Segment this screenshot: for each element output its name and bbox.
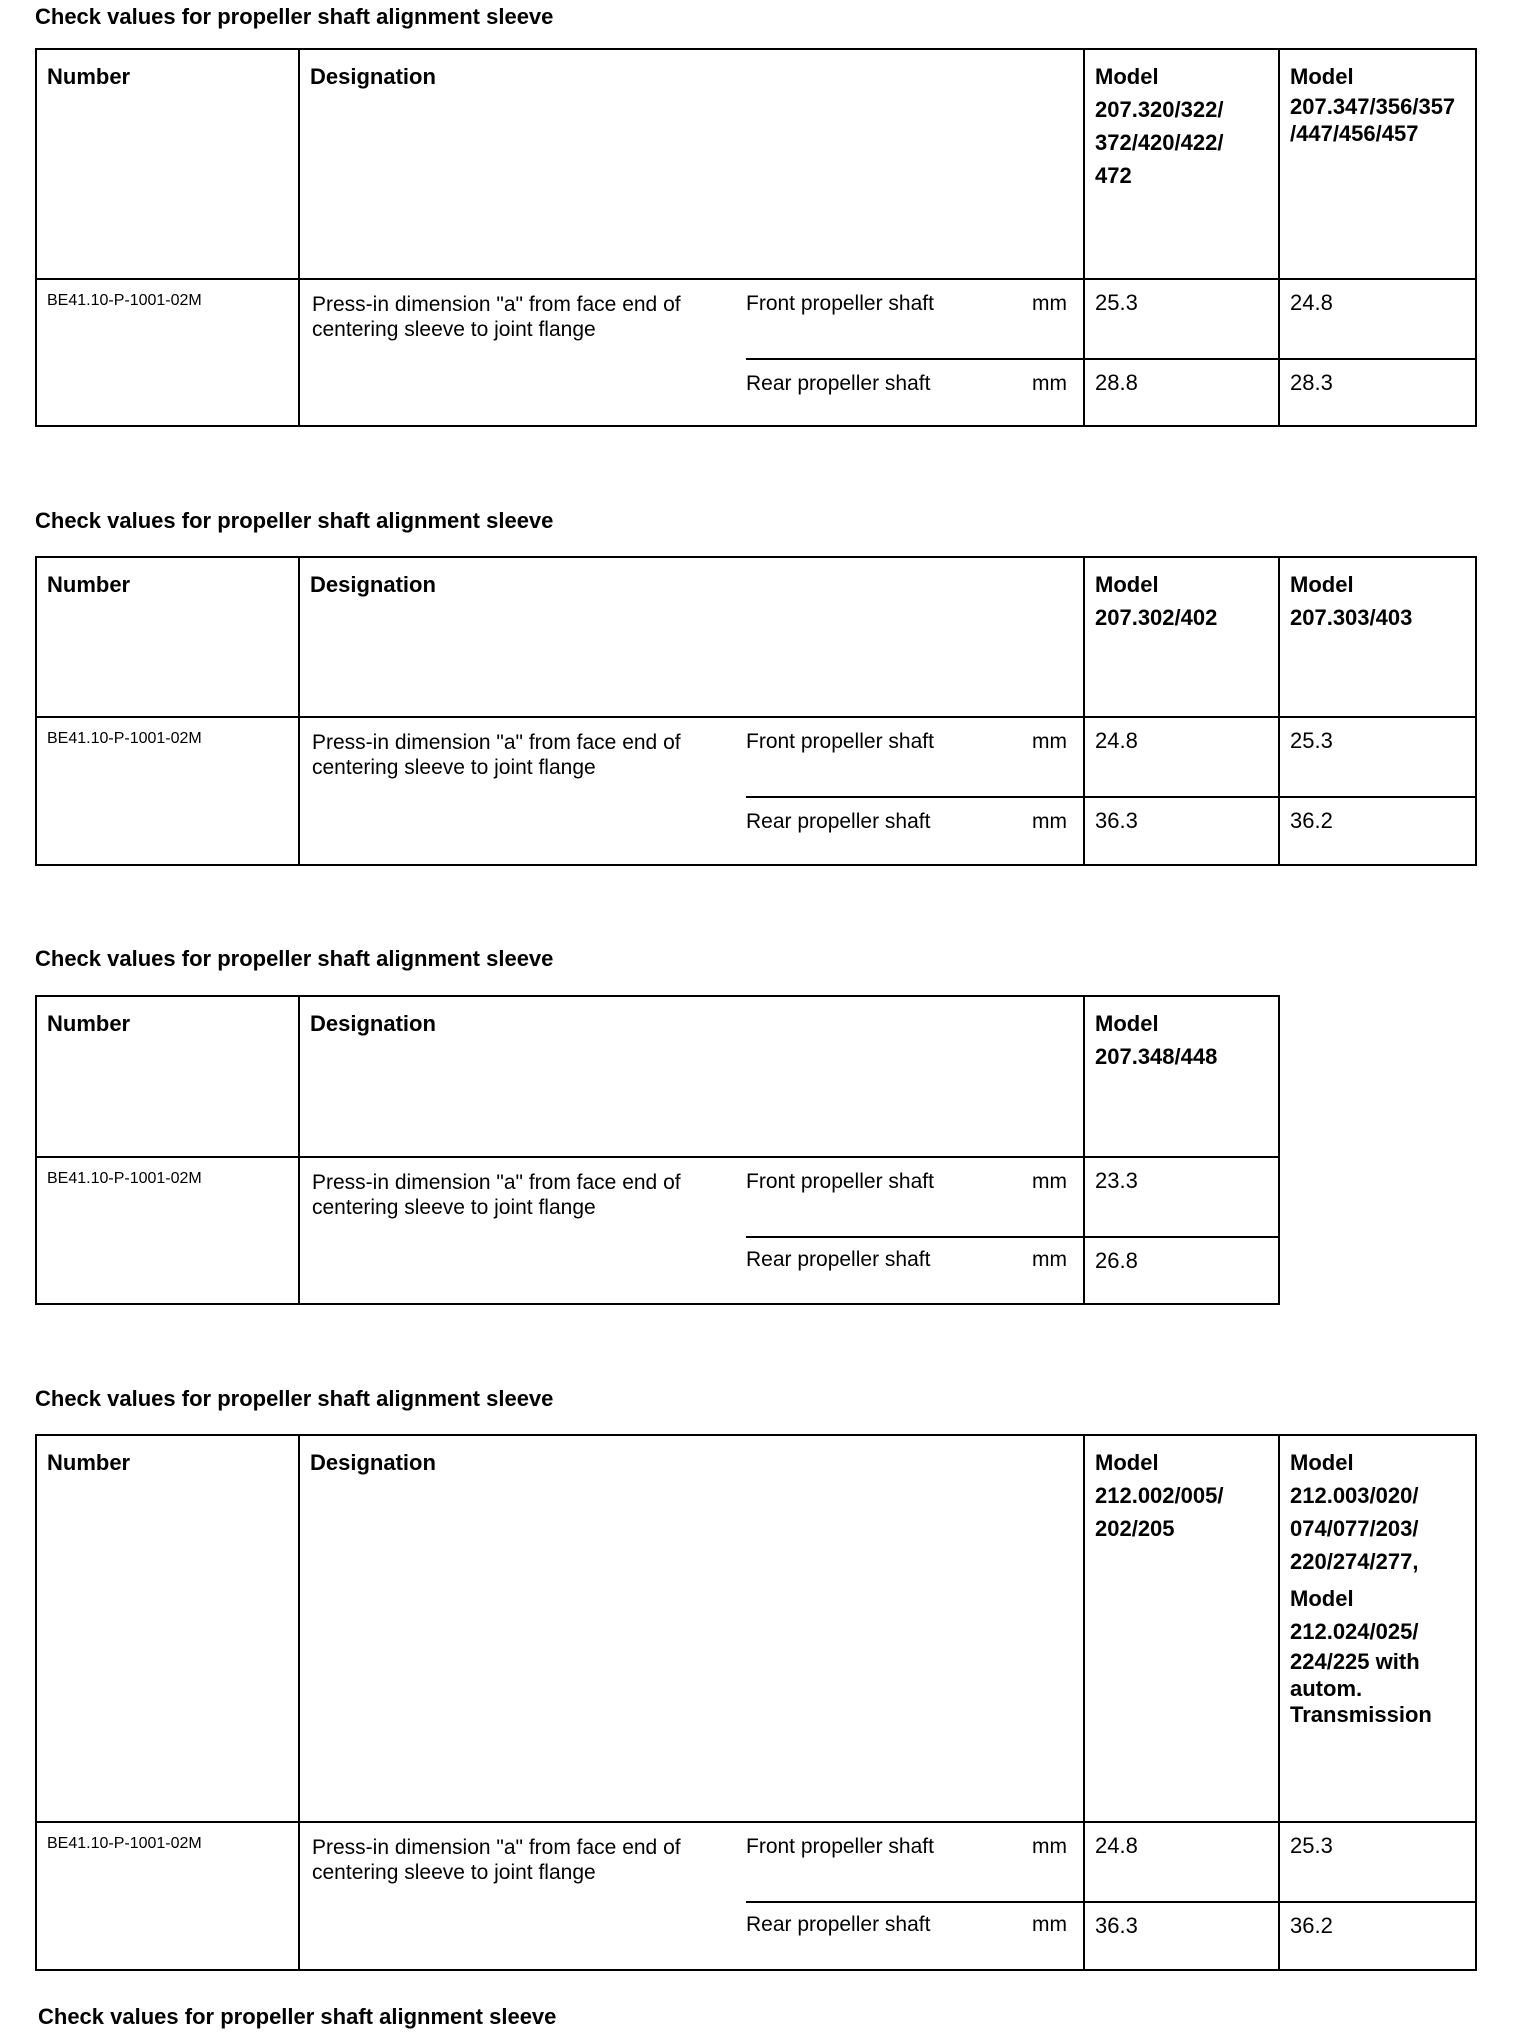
section-heading: Check values for propeller shaft alignment sleeve — [35, 4, 554, 29]
header-model: Model 212.002/005/ 202/205 — [1084, 1435, 1279, 1822]
part-number: BE41.10-P-1001-02M — [36, 1822, 299, 1970]
designation-text: Press-in dimension "a" from face end of centering sleeve to joint flange — [312, 293, 681, 341]
designation-cell — [299, 1822, 1084, 1970]
header-number: Number — [36, 1435, 299, 1822]
part-number: BE41.10-P-1001-02M — [36, 717, 299, 865]
value-cell: 36.3 — [1084, 797, 1279, 865]
header-number: Number — [36, 557, 299, 717]
section-heading: Check values for propeller shaft alignment sleeve — [35, 1386, 554, 1411]
check-values-table — [35, 995, 1280, 1305]
shaft-row-front: Front propeller shaft mm — [746, 1170, 1067, 1193]
designation-cell — [299, 279, 1084, 426]
value-cell: 24.8 — [1084, 717, 1279, 797]
section-heading: Check values for propeller shaft alignment sleeve — [35, 508, 554, 533]
value-cell: 23.3 — [1084, 1157, 1279, 1237]
value-cell: 36.2 — [1279, 1902, 1476, 1970]
designation-text: Press-in dimension "a" from face end of centering sleeve to joint flange — [312, 731, 681, 779]
shaft-row-rear: Rear propeller shaft mm — [746, 1913, 1067, 1936]
value-cell: 25.3 — [1279, 1822, 1476, 1902]
header-model: Model 212.003/020/ 074/077/203/ 220/274/277, Model 212.024/025/ 224/225 with autom. Transmission — [1279, 1435, 1476, 1822]
header-model: Model 207.320/322/ 372/420/422/ 472 — [1084, 49, 1279, 279]
value-cell: 28.8 — [1084, 359, 1279, 426]
header-model: Model 207.347/356/357 /447/456/457 — [1279, 49, 1476, 279]
header-designation: Designation — [299, 1435, 1084, 1822]
value-cell: 26.8 — [1084, 1237, 1279, 1304]
designation-text: Press-in dimension "a" from face end of centering sleeve to joint flange — [312, 1171, 681, 1219]
section-heading: Check values for propeller shaft alignment sleeve — [35, 946, 554, 971]
part-number: BE41.10-P-1001-02M — [36, 1157, 299, 1304]
shaft-row-front: Front propeller shaft mm — [746, 292, 1067, 315]
value-cell: 25.3 — [1279, 717, 1476, 797]
check-values-table — [35, 556, 1477, 866]
header-designation: Designation — [299, 557, 1084, 717]
designation-text: Press-in dimension "a" from face end of centering sleeve to joint flange — [312, 1836, 681, 1884]
designation-cell — [299, 1157, 1084, 1304]
shaft-row-rear: Rear propeller shaft mm — [746, 810, 1067, 833]
header-designation: Designation — [299, 49, 1084, 279]
value-cell: 36.3 — [1084, 1902, 1279, 1970]
shaft-row-rear: Rear propeller shaft mm — [746, 372, 1067, 395]
header-model: Model 207.348/448 — [1084, 996, 1279, 1157]
value-cell: 24.8 — [1084, 1822, 1279, 1902]
designation-cell — [299, 717, 1084, 865]
header-number: Number — [36, 996, 299, 1157]
value-cell: 24.8 — [1279, 279, 1476, 359]
check-values-table — [35, 48, 1477, 427]
header-number: Number — [36, 49, 299, 279]
check-values-table — [35, 1434, 1477, 1971]
value-cell: 36.2 — [1279, 797, 1476, 865]
header-designation: Designation — [299, 996, 1084, 1157]
shaft-row-front: Front propeller shaft mm — [746, 1835, 1067, 1858]
shaft-row-rear: Rear propeller shaft mm — [746, 1248, 1067, 1271]
part-number: BE41.10-P-1001-02M — [36, 279, 299, 426]
header-model: Model 207.303/403 — [1279, 557, 1476, 717]
header-model: Model 207.302/402 — [1084, 557, 1279, 717]
value-cell: 25.3 — [1084, 279, 1279, 359]
section-heading: Check values for propeller shaft alignment sleeve — [38, 2004, 557, 2029]
value-cell: 28.3 — [1279, 359, 1476, 426]
shaft-row-front: Front propeller shaft mm — [746, 730, 1067, 753]
